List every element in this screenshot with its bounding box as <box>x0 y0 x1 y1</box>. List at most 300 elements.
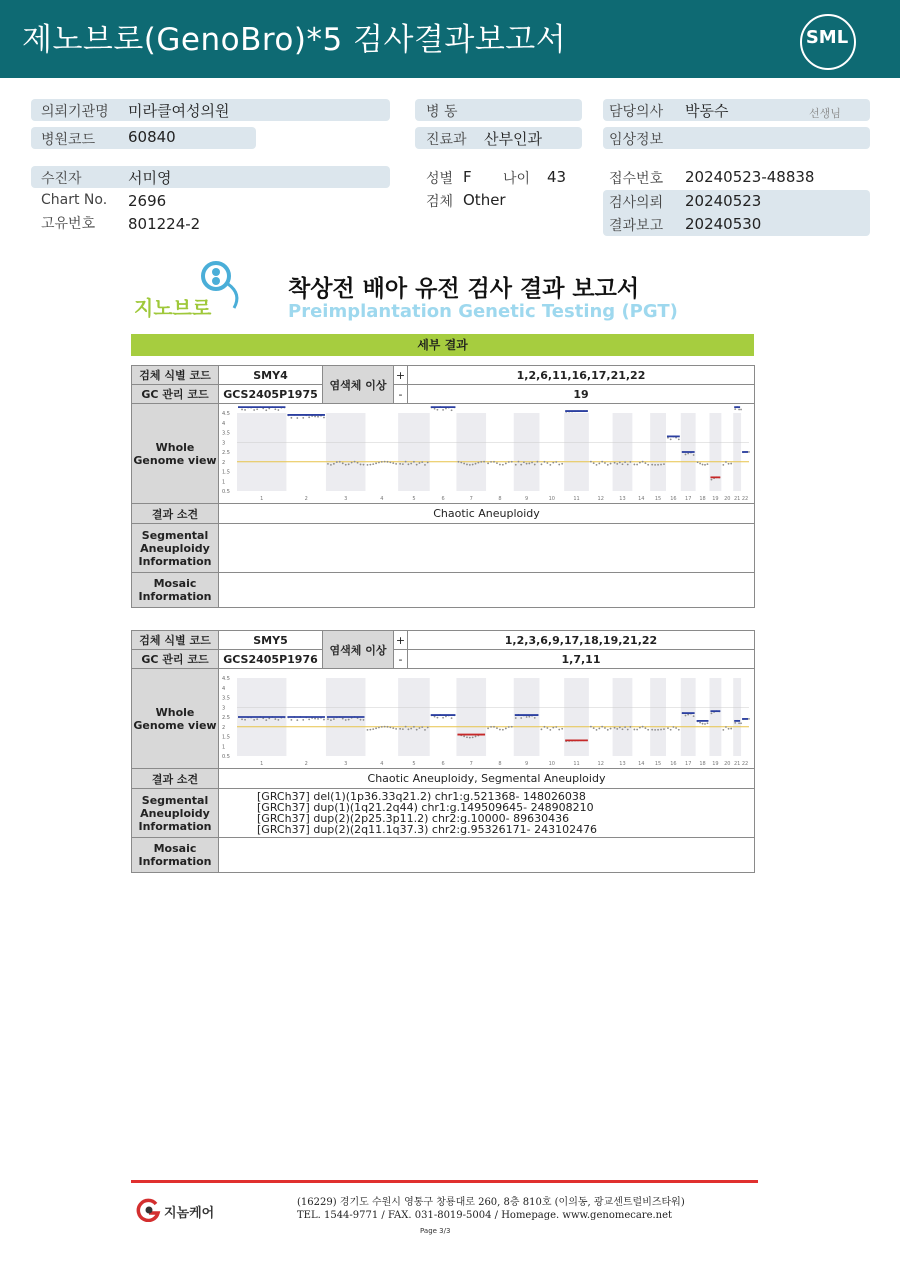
chart-label: Chart No. <box>41 192 108 208</box>
specimen-label: 검체 <box>426 194 454 210</box>
cn-point <box>520 463 522 465</box>
cn-point <box>392 727 394 729</box>
x-tick-label: 14 <box>638 495 645 502</box>
cn-point <box>670 728 672 730</box>
cn-point <box>410 727 412 729</box>
cn-point <box>663 463 665 465</box>
cn-point <box>515 463 517 465</box>
cn-point <box>265 409 267 411</box>
cn-point <box>413 460 415 462</box>
loss-sign: - <box>394 650 408 669</box>
cn-point <box>360 463 362 465</box>
y-tick-label: 3.5 <box>222 695 230 701</box>
cn-point <box>722 728 724 730</box>
cn-point <box>607 463 609 465</box>
cn-point <box>369 463 371 465</box>
x-tick-label: 20 <box>724 760 731 767</box>
cn-point <box>314 717 316 719</box>
sample-code-label: 검체 식별 코드 <box>132 631 219 650</box>
cn-point <box>549 463 551 465</box>
cn-point <box>546 462 548 464</box>
cn-point <box>502 728 504 730</box>
cn-point <box>505 727 507 729</box>
cn-point <box>725 726 727 728</box>
cn-point <box>389 461 391 463</box>
dept-label: 진료과 <box>426 132 467 148</box>
cn-point <box>413 725 415 727</box>
receipt-label: 접수번호 <box>609 171 664 187</box>
cn-point <box>651 728 653 730</box>
x-tick-label: 13 <box>619 495 626 502</box>
cn-point <box>590 460 592 462</box>
patient-label: 수진자 <box>41 171 82 187</box>
chromosome-band <box>398 678 430 756</box>
result-label: 결과 소견 <box>132 769 219 789</box>
cn-point <box>675 727 677 729</box>
cn-point <box>466 736 468 738</box>
x-tick-label: 9 <box>525 495 529 502</box>
id-value: 801224-2 <box>128 215 201 233</box>
cn-point <box>657 463 659 465</box>
genome-plot <box>219 670 754 768</box>
y-tick-label: 3 <box>222 439 226 446</box>
request-label: 검사의뢰 <box>609 195 664 211</box>
gain-sign: + <box>394 366 408 385</box>
y-tick-label: 4 <box>222 420 226 427</box>
cn-point <box>490 726 492 728</box>
cn-point <box>660 463 662 465</box>
cn-point <box>389 726 391 728</box>
segmental-line: [GRCh37] dup(2)(2q11.1q37.3) chr2:g.95326171- 243102476 <box>257 823 598 836</box>
cn-point <box>604 727 606 729</box>
cn-point <box>302 416 304 418</box>
cn-point <box>487 462 489 464</box>
page-title: 제노브로(GenoBro)*5 검사결과보고서 <box>22 22 567 58</box>
cn-point <box>437 408 439 410</box>
chromosome-band <box>733 678 741 756</box>
cn-point <box>619 461 621 463</box>
segmental-line: [GRCh37] del(1)(1p36.33q21.2) chr1:g.521368- 148026038 <box>257 790 586 803</box>
result-value: Chaotic Aneuploidy, Segmental Aneuploidy <box>219 769 755 789</box>
cn-point <box>642 460 644 462</box>
cn-point <box>722 463 724 465</box>
cn-point <box>629 726 631 728</box>
cn-point <box>372 728 374 730</box>
cn-point <box>614 461 616 463</box>
cn-point <box>469 463 471 465</box>
cn-point <box>327 462 329 464</box>
segmental-label: Segmental Aneuploidy Information <box>132 524 219 573</box>
cn-point <box>667 727 669 729</box>
cn-point <box>645 462 647 464</box>
cn-point <box>424 463 426 465</box>
cn-point <box>555 461 557 463</box>
cn-point <box>357 461 359 463</box>
x-tick-label: 18 <box>699 495 706 502</box>
cn-point <box>549 728 551 730</box>
gc-code-value: GCS2405P1976 <box>219 650 323 669</box>
x-tick-label: 18 <box>699 760 706 767</box>
cn-point <box>518 460 520 462</box>
page-number: Page 3/3 <box>420 1227 451 1235</box>
y-tick-label: 1.5 <box>222 469 230 475</box>
chromosome-band <box>237 413 286 491</box>
cn-point <box>604 462 606 464</box>
cn-point <box>416 728 418 730</box>
cn-point <box>624 726 626 728</box>
cn-point <box>290 416 292 418</box>
x-tick-label: 4 <box>380 495 384 502</box>
x-tick-label: 1 <box>260 760 264 767</box>
cn-point <box>541 463 543 465</box>
cn-point <box>323 718 325 720</box>
x-tick-label: 21 <box>733 495 741 502</box>
cn-point <box>593 727 595 729</box>
y-tick-label: 3 <box>222 704 226 711</box>
cn-point <box>241 718 243 720</box>
x-tick-label: 6 <box>441 495 445 502</box>
x-tick-label: 7 <box>469 760 473 767</box>
cn-point <box>685 714 687 716</box>
chromosome-band <box>564 678 589 756</box>
cn-point <box>363 719 365 721</box>
cn-point <box>619 726 621 728</box>
mosaic-label: Mosaic Information <box>132 838 219 873</box>
cn-point <box>678 728 680 730</box>
x-tick-label: 16 <box>670 495 677 502</box>
x-tick-label: 1 <box>260 495 264 502</box>
cn-point <box>596 463 598 465</box>
chromosome-band <box>456 413 486 491</box>
sex-label: 성별 <box>426 171 454 187</box>
footer-contact: TEL. 1544-9771 / FAX. 031-8019-5004 / Homepage. www.genomecare.net <box>297 1210 673 1221</box>
cn-point <box>642 725 644 727</box>
gain-chromosomes: 1,2,6,11,16,17,21,22 <box>408 366 755 385</box>
footer-address-block <box>297 1196 685 1222</box>
x-tick-label: 12 <box>597 495 604 502</box>
sample-code-value: SMY4 <box>219 366 323 385</box>
cn-point <box>734 408 736 410</box>
segmental-label: Segmental Aneuploidy Information <box>132 789 219 838</box>
x-tick-label: 19 <box>712 760 719 767</box>
cn-point <box>333 718 335 720</box>
gain-sign: + <box>394 631 408 650</box>
x-tick-label: 15 <box>654 760 662 767</box>
x-tick-label: 9 <box>525 760 529 767</box>
cn-point <box>375 462 377 464</box>
cn-point <box>348 718 350 720</box>
cn-point <box>421 726 423 728</box>
cn-point <box>725 461 727 463</box>
x-tick-label: 17 <box>685 760 692 767</box>
doctor-value: 박동수 <box>685 102 729 120</box>
cn-point <box>427 726 429 728</box>
cn-point <box>561 462 563 464</box>
cn-point <box>296 417 298 419</box>
cn-point <box>496 462 498 464</box>
cn-point <box>738 722 740 724</box>
cn-point <box>408 728 410 730</box>
cn-point <box>511 725 513 727</box>
cn-point <box>342 462 344 464</box>
x-tick-label: 7 <box>469 495 473 502</box>
cn-point <box>463 735 465 737</box>
segmental-value <box>219 789 755 838</box>
cn-point <box>402 728 404 730</box>
cn-point <box>308 718 310 720</box>
chromosome-band <box>398 413 430 491</box>
cn-point <box>493 460 495 462</box>
report-label: 결과보고 <box>609 218 664 234</box>
gc-code-label: GC 관리 코드 <box>132 650 219 669</box>
y-tick-label: 4.5 <box>222 675 230 682</box>
cn-point <box>369 728 371 730</box>
cn-point <box>421 461 423 463</box>
gain-chromosomes: 1,2,3,6,9,17,18,19,21,22 <box>408 631 755 650</box>
cn-point <box>342 717 344 719</box>
cn-point <box>654 463 656 465</box>
report-title: 착상전 배아 유전 검사 결과 보고서 <box>288 276 640 302</box>
cn-point <box>244 409 246 411</box>
y-tick-label: 4.5 <box>222 410 230 417</box>
cn-point <box>601 460 603 462</box>
cn-point <box>345 463 347 465</box>
cn-point <box>434 715 436 717</box>
request-value: 20240523 <box>685 192 762 210</box>
patient-row <box>31 166 390 188</box>
footer-address: (16229) 경기도 수원시 영통구 창룡대로 260, 8층 810호 (이의동, 광교센트럴비즈타워) <box>297 1197 685 1208</box>
cn-point <box>477 461 479 463</box>
genome-plot-cell <box>219 669 755 769</box>
cn-point <box>296 719 298 721</box>
cn-point <box>424 728 426 730</box>
cn-point <box>405 725 407 727</box>
chart-value: 2696 <box>128 192 167 210</box>
x-tick-label: 15 <box>654 495 662 502</box>
cn-point <box>399 462 401 464</box>
cn-point <box>515 717 517 719</box>
institution-value: 미라클여성의원 <box>128 102 230 120</box>
cn-point <box>639 461 641 463</box>
report-subtitle: Preimplantation Genetic Testing (PGT) <box>288 301 678 322</box>
cn-point <box>707 463 709 465</box>
cn-point <box>502 463 504 465</box>
chromosome-band <box>733 413 741 491</box>
result-value: Chaotic Aneuploidy <box>219 504 755 524</box>
x-tick-label: 13 <box>619 760 626 767</box>
cn-point <box>466 463 468 465</box>
cn-point <box>480 460 482 462</box>
cn-point <box>558 728 560 730</box>
footer-rule <box>131 1180 758 1183</box>
y-tick-label: 2 <box>222 724 226 731</box>
cn-point <box>645 727 647 729</box>
cn-point <box>693 454 695 456</box>
cn-point <box>317 717 319 719</box>
gc-code-value: GCS2405P1975 <box>219 385 323 404</box>
age-label: 나이 <box>503 171 531 187</box>
cn-point <box>508 726 510 728</box>
cn-point <box>302 719 304 721</box>
x-tick-label: 8 <box>498 760 502 767</box>
clinical-label: 임상정보 <box>609 132 664 148</box>
cn-point <box>730 727 732 729</box>
cn-point <box>256 718 258 720</box>
cn-point <box>395 728 397 730</box>
chromosome-band <box>514 413 540 491</box>
cn-point <box>672 726 674 728</box>
cn-point <box>451 409 453 411</box>
y-tick-label: 2 <box>222 459 226 466</box>
cn-point <box>419 727 421 729</box>
sml-logo-text: SML <box>805 27 849 48</box>
x-tick-label: 10 <box>548 760 555 767</box>
cn-point <box>699 721 701 723</box>
cn-point <box>381 726 383 728</box>
cn-point <box>442 716 444 718</box>
section-bar <box>131 334 754 356</box>
cn-point <box>697 461 699 463</box>
cn-point <box>624 461 626 463</box>
cn-point <box>511 460 513 462</box>
cn-point <box>345 719 347 721</box>
cn-point <box>528 462 530 464</box>
cn-point <box>392 462 394 464</box>
whole-genome-label: Whole Genome view <box>132 669 219 769</box>
x-tick-label: 22 <box>741 760 749 767</box>
cn-point <box>458 460 460 462</box>
cn-point <box>469 736 471 738</box>
cn-point <box>508 461 510 463</box>
genobro-logo <box>134 260 246 322</box>
sample-code-value: SMY5 <box>219 631 323 650</box>
cn-point <box>704 723 706 725</box>
loss-sign: - <box>394 385 408 404</box>
cn-point <box>627 728 629 730</box>
y-tick-label: 0.5 <box>222 753 230 760</box>
cn-point <box>596 728 598 730</box>
result-table-1 <box>131 365 755 608</box>
cn-point <box>693 715 695 717</box>
cn-point <box>657 728 659 730</box>
report-value: 20240530 <box>685 215 762 233</box>
cn-point <box>333 462 335 464</box>
cn-point <box>372 463 374 465</box>
cn-point <box>384 725 386 727</box>
cn-point <box>590 725 592 727</box>
x-tick-label: 17 <box>685 495 692 502</box>
cn-point <box>244 718 246 720</box>
chrom-abnormal-label: 염색체 이상 <box>323 366 394 404</box>
cn-point <box>707 722 709 724</box>
x-tick-label: 2 <box>304 495 308 502</box>
cn-point <box>241 408 243 410</box>
cn-point <box>610 462 612 464</box>
cn-point <box>378 726 380 728</box>
cn-point <box>633 728 635 730</box>
patient-value: 서미영 <box>128 169 172 187</box>
cn-point <box>740 408 742 410</box>
cn-point <box>399 727 401 729</box>
cn-point <box>728 727 730 729</box>
cn-point <box>499 728 501 730</box>
cn-point <box>354 460 356 462</box>
cn-point <box>670 438 672 440</box>
cn-point <box>475 462 477 464</box>
y-tick-label: 1.5 <box>222 734 230 740</box>
cn-point <box>663 728 665 730</box>
cn-point <box>647 463 649 465</box>
y-tick-label: 4 <box>222 685 226 692</box>
chromosome-band <box>613 413 633 491</box>
chromosome-band <box>613 678 633 756</box>
cn-point <box>327 718 329 720</box>
cn-point <box>534 716 536 718</box>
cn-point <box>610 727 612 729</box>
cn-point <box>505 462 507 464</box>
whole-genome-label: Whole Genome view <box>132 404 219 504</box>
cn-point <box>290 718 292 720</box>
sex-value: F <box>463 168 472 186</box>
cn-point <box>748 451 750 453</box>
cn-point <box>730 462 732 464</box>
x-tick-label: 11 <box>573 760 580 767</box>
cn-point <box>647 728 649 730</box>
chromosome-band <box>650 413 666 491</box>
cn-point <box>378 461 380 463</box>
y-tick-label: 3.5 <box>222 430 230 436</box>
cn-point <box>660 728 662 730</box>
cn-point <box>463 462 465 464</box>
cn-point <box>704 463 706 465</box>
cn-point <box>330 719 332 721</box>
y-tick-label: 1 <box>222 743 226 750</box>
cn-point <box>654 728 656 730</box>
loss-chromosomes: 19 <box>408 385 755 404</box>
x-tick-label: 11 <box>573 495 580 502</box>
doctor-label: 담당의사 <box>609 104 664 120</box>
cn-point <box>367 728 369 730</box>
x-tick-label: 6 <box>441 760 445 767</box>
cn-point <box>493 725 495 727</box>
cn-point <box>636 728 638 730</box>
genome-plot <box>219 405 754 503</box>
cn-point <box>496 727 498 729</box>
dept-value: 산부인과 <box>484 130 542 148</box>
cn-point <box>475 735 477 737</box>
hospital-code-value: 60840 <box>128 128 176 146</box>
cn-point <box>460 461 462 463</box>
cn-point <box>381 461 383 463</box>
cn-point <box>528 715 530 717</box>
cn-point <box>711 478 713 480</box>
cn-point <box>348 463 350 465</box>
cn-point <box>487 727 489 729</box>
x-tick-label: 8 <box>498 495 502 502</box>
x-tick-label: 14 <box>638 760 645 767</box>
result-label: 결과 소견 <box>132 504 219 524</box>
cn-point <box>317 415 319 417</box>
cn-point <box>323 416 325 418</box>
y-tick-label: 2.5 <box>222 449 230 456</box>
x-tick-label: 5 <box>412 495 416 502</box>
cn-point <box>636 463 638 465</box>
cn-point <box>651 463 653 465</box>
cn-point <box>738 408 740 410</box>
cn-point <box>395 463 397 465</box>
cn-point <box>616 728 618 730</box>
cn-point <box>499 463 501 465</box>
